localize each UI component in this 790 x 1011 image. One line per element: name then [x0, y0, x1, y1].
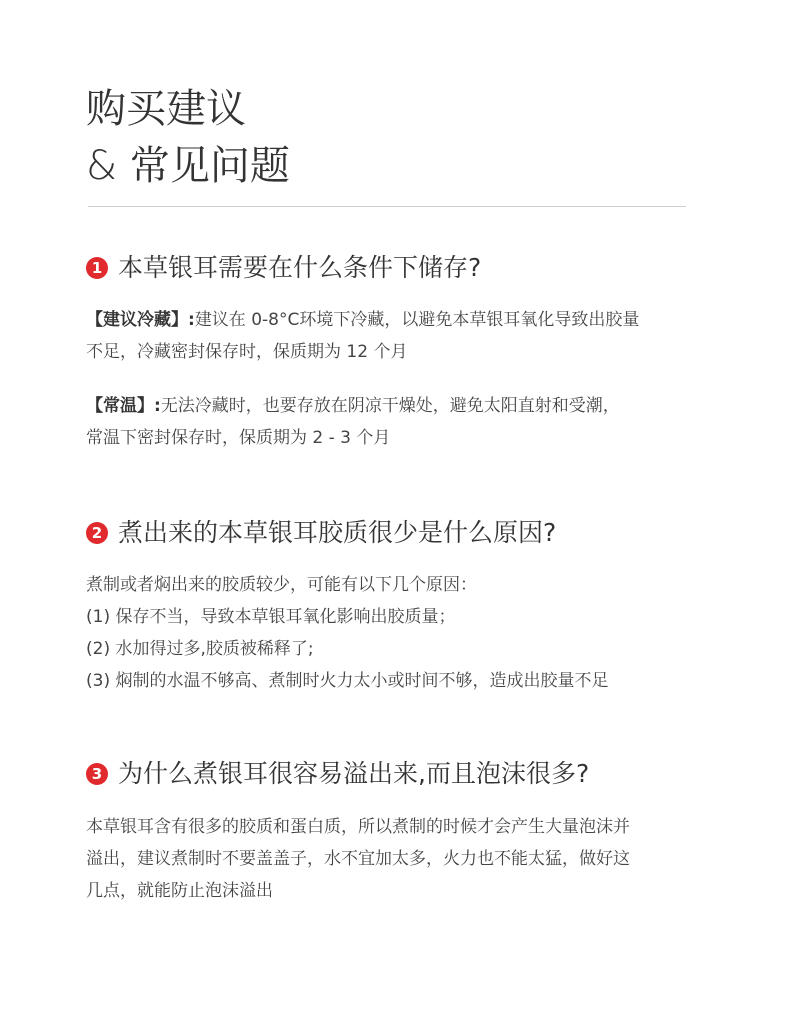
room-temp-text-2: 常温下密封保存时，保质期为 2 - 3 个月 [86, 428, 391, 448]
answer-1-refrigerate [86, 304, 704, 368]
answer-2 [86, 569, 704, 697]
question-number-badge: 1 [86, 257, 108, 279]
question-1-heading [86, 252, 481, 284]
question-2-heading [86, 517, 556, 549]
question-2-text: 煮出来的本草银耳胶质很少是什么原因? [118, 518, 557, 547]
answer-2-line: (1) 保存不当，导致本草银耳氧化影响出胶质量； [86, 607, 456, 627]
page-title-line-1: 购买建议 [86, 86, 246, 132]
answer-3-line: 几点，就能防止泡沫溢出 [86, 881, 273, 901]
refrigerate-label: 【建议冷藏】: [86, 310, 195, 330]
refrigerate-text-1: 建议在 0-8°C环境下冷藏，以避免本草银耳氧化导致出胶量 [194, 310, 640, 330]
answer-3 [86, 811, 704, 907]
answer-line [86, 390, 704, 422]
question-3-text: 为什么煮银耳很容易溢出来,而且泡沫很多? [118, 759, 590, 788]
question-number-badge: 2 [86, 522, 108, 544]
answer-2-line: (2) 水加得过多,胶质被稀释了; [86, 639, 314, 659]
answer-2-line: (3) 焖制的水温不够高、煮制时火力太小或时间不够，造成出胶量不足 [86, 671, 609, 691]
answer-2-line: 煮制或者焖出来的胶质较少，可能有以下几个原因： [86, 575, 477, 595]
question-3-heading [86, 758, 589, 790]
question-1-text: 本草银耳需要在什么条件下储存? [118, 253, 482, 282]
answer-3-line: 本草银耳含有很多的胶质和蛋白质，所以煮制的时候才会产生大量泡沫并 [86, 817, 630, 837]
answer-1-room-temp [86, 390, 704, 454]
answer-line [86, 304, 704, 336]
question-number-badge: 3 [86, 763, 108, 785]
answer-3-line: 溢出，建议煮制时不要盖盖子，水不宜加太多，火力也不能太猛，做好这 [86, 849, 630, 869]
room-temp-label: 【常温】: [86, 396, 161, 416]
page-title-line-2: & 常见问题 [86, 143, 290, 189]
title-divider [88, 206, 686, 207]
room-temp-text-1: 无法冷藏时，也要存放在阴凉干燥处，避免太阳直射和受潮， [160, 396, 620, 416]
refrigerate-text-2: 不足，冷藏密封保存时，保质期为 12 个月 [86, 342, 408, 362]
